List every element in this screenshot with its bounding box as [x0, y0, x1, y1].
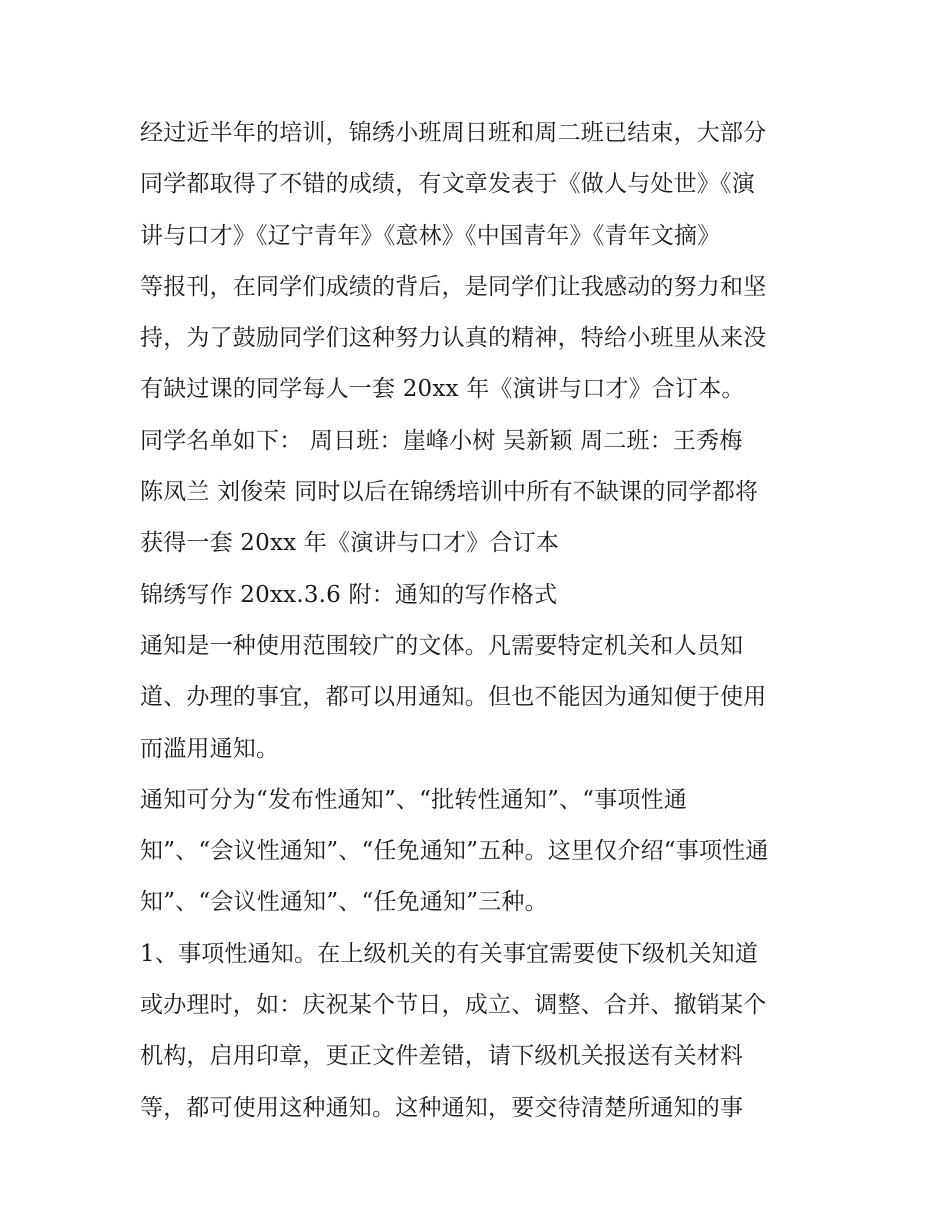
text-line: 通知可分为“发布性通知”、“批转性通知”、“事项性通 — [140, 786, 687, 813]
text-line: 通知是一种使用范围较广的文体。凡需要特定机关和人员知 — [140, 632, 744, 659]
text-line: 知”、“会议性通知”、“任免通知”三种。 — [140, 889, 548, 916]
text-line: 经过近半年的培训，锦绣小班周日班和周二班已结束，大部分 — [140, 120, 767, 146]
text-line: 有缺过课的同学每人一套 20xx 年《演讲与口才》合订本。 — [140, 376, 745, 403]
text-line: 持，为了鼓励同学们这种努力认真的精神，特给小班里从来没 — [140, 325, 767, 352]
text-line: 等报刊，在同学们成绩的背后，是同学们让我感动的努力和坚 — [140, 273, 767, 300]
text-line: 锦绣写作 20xx.3.6 附：通知的写作格式 — [140, 581, 558, 608]
text-line: 讲与口才》《辽宁青年》《意林》《中国青年》《青年文摘》 — [140, 222, 721, 249]
text-line: 获得一套 20xx 年《演讲与口才》合订本 — [140, 530, 560, 557]
text-line: 道、办理的事宜，都可以用通知。但也不能因为通知便于使用 — [140, 684, 767, 711]
text-line: 1、事项性通知。在上级机关的有关事宜需要使下级机关知道 — [140, 940, 759, 967]
document-body — [140, 108, 820, 1134]
text-line: 同学名单如下： 周日班：崖峰小树 吴新颖 周二班：王秀梅 — [140, 427, 743, 454]
text-line: 知”、“会议性通知”、“任免通知”五种。这里仅介绍“事项性通 — [140, 838, 769, 865]
text-line: 同学都取得了不错的成绩，有文章发表于《做人与处世》《演 — [140, 171, 755, 198]
text-line: 等，都可使用这种通知。这种通知，要交待清楚所通知的事 — [140, 1094, 744, 1121]
text-line: 而滥用通知。 — [140, 735, 280, 762]
text-line: 或办理时，如：庆祝某个节日，成立、调整、合并、撤销某个 — [140, 992, 767, 1019]
text-line: 陈凤兰 刘俊荣 同时以后在锦绣培训中所有不缺课的同学都将 — [140, 479, 759, 506]
text-line: 机构，启用印章，更正文件差错，请下级机关报送有关材料 — [140, 1043, 744, 1070]
